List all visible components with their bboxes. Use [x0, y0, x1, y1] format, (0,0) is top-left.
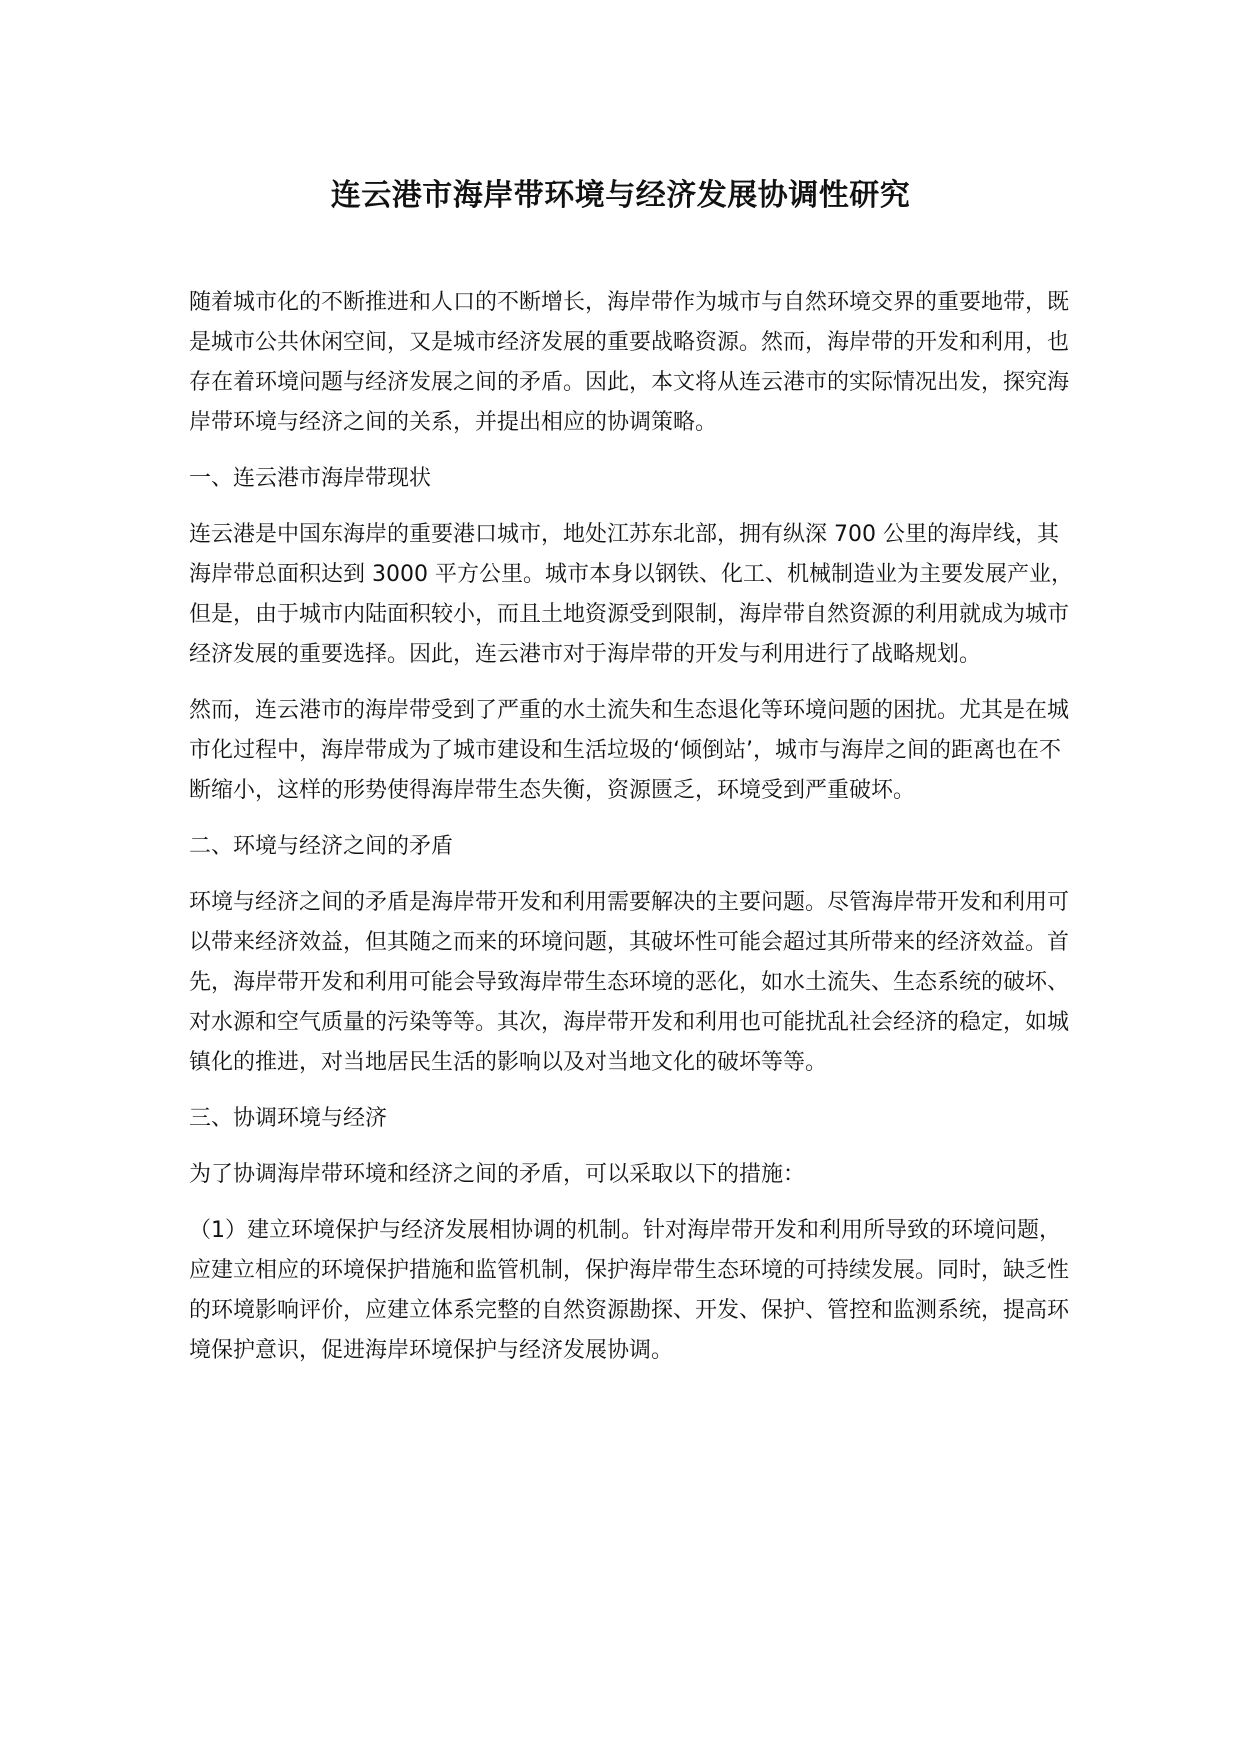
document-title: 连云港市海岸带环境与经济发展协调性研究 [330, 178, 911, 213]
section-heading-3: 三、协调环境与经济 [189, 1106, 388, 1131]
section-1-paragraph-2: 然而，连云港市的海岸带受到了严重的水土流失和生态退化等环境问题的困扰。尤其是在城市化过程中，海岸带成为了城市建设和生活垃圾的‘倾倒站’，城市与海岸之间的距离也在不断缩小，这样的形势使得海岸带生态失衡，资源匮乏，环境受到严重破坏。 [189, 698, 1070, 803]
section-3-paragraph-1: 为了协调海岸带环境和经济之间的矛盾，可以采取以下的措施： [189, 1162, 806, 1187]
section-3-paragraph-2: （1）建立环境保护与经济发展相协调的机制。针对海岸带开发和利用所导致的环境问题，应建立相应的环境保护措施和监管机制，保护海岸带生态环境的可持续发展。同时，缺乏性的环境影响评价，应建立体系完整的自然资源勘探、开发、保护、管控和监测系统，提高环境保护意识，促进海岸环境保护与经济发展协调。 [189, 1218, 1070, 1363]
document-body [189, 283, 1079, 1387]
section-2-paragraph-1: 环境与经济之间的矛盾是海岸带开发和利用需要解决的主要问题。尽管海岸带开发和利用可以带来经济效益，但其随之而来的环境问题，其破坏性可能会超过其所带来的经济效益。首先，海岸带开发和利用可能会导致海岸带生态环境的恶化，如水土流失、生态系统的破坏、对水源和空气质量的污染等等。其次，海岸带开发和利用也可能扰乱社会经济的稳定，如城镇化的推进，对当地居民生活的影响以及对当地文化的破坏等等。 [189, 890, 1070, 1075]
intro-paragraph: 随着城市化的不断推进和人口的不断增长，海岸带作为城市与自然环境交界的重要地带，既是城市公共休闲空间，又是城市经济发展的重要战略资源。然而，海岸带的开发和利用，也存在着环境问题与经济发展之间的矛盾。因此，本文将从连云港市的实际情况出发，探究海岸带环境与经济之间的关系，并提出相应的协调策略。 [189, 290, 1070, 435]
section-heading-2: 二、环境与经济之间的矛盾 [189, 834, 454, 859]
section-heading-1: 一、连云港市海岸带现状 [189, 466, 432, 491]
section-1-paragraph-1: 连云港是中国东海岸的重要港口城市，地处江苏东北部，拥有纵深 700 公里的海岸线，其海岸带总面积达到 3000 平方公里。城市本身以钢铁、化工、机械制造业为主要发展产业，但是，由于城市内陆面积较小，而且土地资源受到限制，海岸带自然资源的利用就成为城市经济发展的重要选择。因此，连云港市对于海岸带的开发与利用进行了战略规划。 [189, 522, 1073, 667]
